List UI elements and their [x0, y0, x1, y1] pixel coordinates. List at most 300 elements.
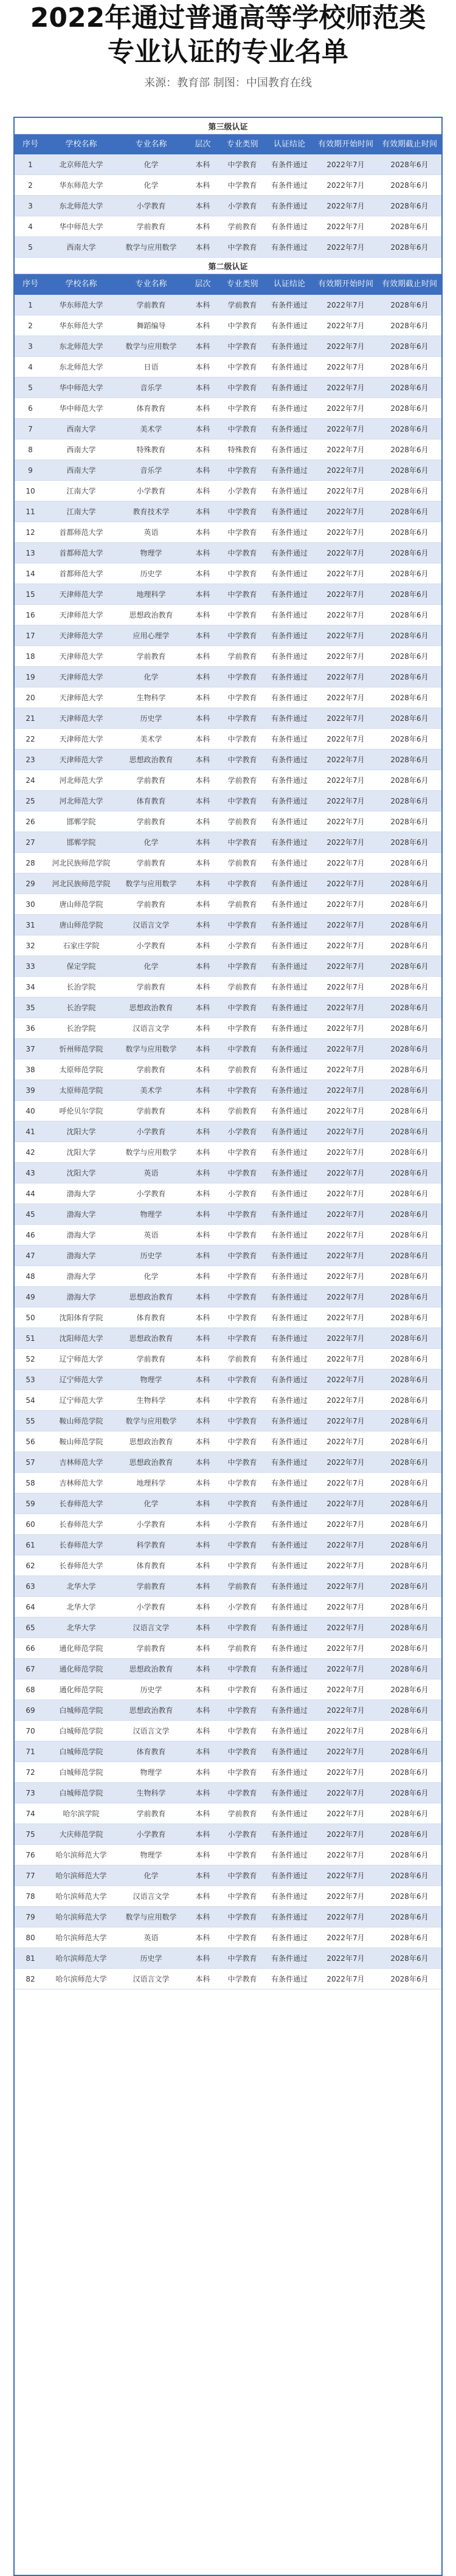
cell-end: 2028年6月 — [378, 1204, 441, 1225]
cell-school: 白城师范学院 — [46, 1721, 116, 1741]
cell-major: 小学教育 — [116, 481, 186, 501]
cell-school: 天津师范大学 — [46, 708, 116, 729]
cell-school: 天津师范大学 — [46, 646, 116, 667]
cell-start: 2022年7月 — [314, 1576, 378, 1597]
cell-category: 中学教育 — [219, 1039, 265, 1059]
cell-end: 2028年6月 — [378, 1803, 441, 1824]
cell-result: 有条件通过 — [265, 1142, 314, 1163]
cell-no: 3 — [15, 336, 46, 357]
cell-end: 2028年6月 — [378, 1328, 441, 1349]
cell-end: 2028年6月 — [378, 154, 441, 175]
cell-major: 化学 — [116, 667, 186, 687]
cell-level: 本科 — [186, 832, 219, 853]
cell-school: 沈阳大学 — [46, 1142, 116, 1163]
cell-start: 2022年7月 — [314, 1638, 378, 1659]
cell-level: 本科 — [186, 1721, 219, 1741]
cell-school: 河北师范大学 — [46, 770, 116, 791]
cell-level: 本科 — [186, 1473, 219, 1493]
cell-end: 2028年6月 — [378, 791, 441, 811]
cell-major: 思想政治教育 — [116, 749, 186, 770]
cell-start: 2022年7月 — [314, 1369, 378, 1390]
cell-no: 20 — [15, 687, 46, 708]
cell-start: 2022年7月 — [314, 811, 378, 832]
cell-school: 华中师范大学 — [46, 377, 116, 398]
cell-major: 学前教育 — [116, 1803, 186, 1824]
cell-level: 本科 — [186, 1741, 219, 1762]
cell-no: 38 — [15, 1059, 46, 1080]
cell-school: 邯郸学院 — [46, 832, 116, 853]
cell-level: 本科 — [186, 935, 219, 956]
cell-start: 2022年7月 — [314, 605, 378, 625]
cell-result: 有条件通过 — [265, 1287, 314, 1307]
cell-major: 体育教育 — [116, 398, 186, 419]
table-row — [15, 1266, 441, 1287]
cell-category: 中学教育 — [219, 1741, 265, 1762]
cell-level: 本科 — [186, 1865, 219, 1886]
cell-category: 中学教育 — [219, 1431, 265, 1452]
cell-level: 本科 — [186, 1845, 219, 1865]
table-row — [15, 1039, 441, 1059]
cell-major: 汉语言文学 — [116, 1018, 186, 1039]
cell-result: 有条件通过 — [265, 543, 314, 563]
cell-level: 本科 — [186, 1886, 219, 1907]
cell-level: 本科 — [186, 1266, 219, 1287]
cell-start: 2022年7月 — [314, 237, 378, 258]
cell-no: 39 — [15, 1080, 46, 1101]
cell-category: 学前教育 — [219, 646, 265, 667]
cell-major: 思想政治教育 — [116, 605, 186, 625]
cell-no: 43 — [15, 1163, 46, 1183]
cell-end: 2028年6月 — [378, 625, 441, 646]
cell-category: 中学教育 — [219, 1783, 265, 1803]
cell-end: 2028年6月 — [378, 708, 441, 729]
cell-end: 2028年6月 — [378, 873, 441, 894]
cell-start: 2022年7月 — [314, 1080, 378, 1101]
table-row — [15, 791, 441, 811]
table-row — [15, 543, 441, 563]
cell-school: 华东师范大学 — [46, 295, 116, 315]
cell-category: 中学教育 — [219, 1328, 265, 1349]
table-row — [15, 1803, 441, 1824]
table-row — [15, 1783, 441, 1803]
cell-end: 2028年6月 — [378, 460, 441, 481]
cell-start: 2022年7月 — [314, 1783, 378, 1803]
cell-start: 2022年7月 — [314, 1204, 378, 1225]
cell-result: 有条件通过 — [265, 1721, 314, 1741]
cell-result: 有条件通过 — [265, 1183, 314, 1204]
cell-major: 学前教育 — [116, 770, 186, 791]
cell-end: 2028年6月 — [378, 1659, 441, 1679]
cell-start: 2022年7月 — [314, 377, 378, 398]
cell-category: 中学教育 — [219, 1617, 265, 1638]
cell-category: 中学教育 — [219, 501, 265, 522]
cell-school: 天津师范大学 — [46, 625, 116, 646]
table-panel — [13, 117, 443, 2576]
cell-category: 学前教育 — [219, 811, 265, 832]
cell-result: 有条件通过 — [265, 1059, 314, 1080]
cell-result: 有条件通过 — [265, 1638, 314, 1659]
cell-result: 有条件通过 — [265, 1597, 314, 1617]
cell-major: 舞蹈编导 — [116, 315, 186, 336]
cell-no: 8 — [15, 439, 46, 460]
cell-school: 呼伦贝尔学院 — [46, 1101, 116, 1121]
cell-end: 2028年6月 — [378, 1700, 441, 1721]
cell-start: 2022年7月 — [314, 336, 378, 357]
cell-category: 中学教育 — [219, 1969, 265, 1989]
cell-level: 本科 — [186, 1411, 219, 1431]
column-header: 序号 — [15, 134, 46, 155]
table-row — [15, 646, 441, 667]
table-row — [15, 1163, 441, 1183]
cell-start: 2022年7月 — [314, 1741, 378, 1762]
cell-no: 73 — [15, 1783, 46, 1803]
cell-start: 2022年7月 — [314, 873, 378, 894]
cell-no: 46 — [15, 1225, 46, 1245]
cell-school: 通化师范学院 — [46, 1659, 116, 1679]
cell-level: 本科 — [186, 1803, 219, 1824]
cell-result: 有条件通过 — [265, 1783, 314, 1803]
cell-result: 有条件通过 — [265, 1514, 314, 1535]
cell-end: 2028年6月 — [378, 1762, 441, 1783]
cell-result: 有条件通过 — [265, 1741, 314, 1762]
table-row — [15, 935, 441, 956]
cell-category: 中学教育 — [219, 460, 265, 481]
cell-category: 中学教育 — [219, 832, 265, 853]
cell-major: 数学与应用数学 — [116, 237, 186, 258]
cell-result: 有条件通过 — [265, 295, 314, 315]
cell-end: 2028年6月 — [378, 832, 441, 853]
cell-no: 17 — [15, 625, 46, 646]
cell-result: 有条件通过 — [265, 1307, 314, 1328]
table-row — [15, 770, 441, 791]
cell-end: 2028年6月 — [378, 237, 441, 258]
cell-level: 本科 — [186, 687, 219, 708]
cell-no: 68 — [15, 1679, 46, 1700]
table-row — [15, 811, 441, 832]
table-row — [15, 1452, 441, 1473]
cell-major: 数学与应用数学 — [116, 1411, 186, 1431]
cell-result: 有条件通过 — [265, 1535, 314, 1555]
cell-school: 忻州师范学院 — [46, 1039, 116, 1059]
cell-start: 2022年7月 — [314, 729, 378, 749]
cell-major: 历史学 — [116, 1245, 186, 1266]
cell-start: 2022年7月 — [314, 667, 378, 687]
cell-level: 本科 — [186, 1390, 219, 1411]
cell-end: 2028年6月 — [378, 1741, 441, 1762]
cell-school: 渤海大学 — [46, 1204, 116, 1225]
cell-start: 2022年7月 — [314, 832, 378, 853]
cell-end: 2028年6月 — [378, 481, 441, 501]
cell-major: 小学教育 — [116, 1183, 186, 1204]
table-row — [15, 1824, 441, 1845]
cell-level: 本科 — [186, 729, 219, 749]
table-row — [15, 1927, 441, 1948]
cell-no: 11 — [15, 501, 46, 522]
cell-major: 体育教育 — [116, 1555, 186, 1576]
cell-school: 通化师范学院 — [46, 1638, 116, 1659]
cell-start: 2022年7月 — [314, 1597, 378, 1617]
cell-major: 数学与应用数学 — [116, 1142, 186, 1163]
cell-end: 2028年6月 — [378, 1059, 441, 1080]
cell-result: 有条件通过 — [265, 1039, 314, 1059]
header-row — [15, 134, 441, 155]
cell-category: 中学教育 — [219, 1845, 265, 1865]
cell-school: 渤海大学 — [46, 1183, 116, 1204]
cell-start: 2022年7月 — [314, 1059, 378, 1080]
table-row — [15, 1349, 441, 1369]
cell-start: 2022年7月 — [314, 563, 378, 584]
table-row — [15, 625, 441, 646]
cell-start: 2022年7月 — [314, 398, 378, 419]
cell-major: 汉语言文学 — [116, 1886, 186, 1907]
cell-level: 本科 — [186, 1225, 219, 1245]
table-row — [15, 1535, 441, 1555]
cell-category: 中学教育 — [219, 1762, 265, 1783]
cell-no: 5 — [15, 237, 46, 258]
cell-no: 72 — [15, 1762, 46, 1783]
cell-category: 小学教育 — [219, 1514, 265, 1535]
table-row — [15, 584, 441, 605]
cell-start: 2022年7月 — [314, 687, 378, 708]
cell-start: 2022年7月 — [314, 625, 378, 646]
cell-category: 学前教育 — [219, 1638, 265, 1659]
cell-end: 2028年6月 — [378, 1245, 441, 1266]
cell-level: 本科 — [186, 460, 219, 481]
cell-school: 白城师范学院 — [46, 1700, 116, 1721]
cell-category: 中学教育 — [219, 1721, 265, 1741]
cell-school: 渤海大学 — [46, 1287, 116, 1307]
cell-level: 本科 — [186, 1059, 219, 1080]
cell-major: 思想政治教育 — [116, 1431, 186, 1452]
column-header: 有效期截止时间 — [378, 274, 441, 295]
cell-result: 有条件通过 — [265, 563, 314, 584]
cell-result: 有条件通过 — [265, 832, 314, 853]
cell-start: 2022年7月 — [314, 894, 378, 915]
cell-start: 2022年7月 — [314, 1700, 378, 1721]
column-header: 专业名称 — [116, 134, 186, 155]
cell-no: 60 — [15, 1514, 46, 1535]
cell-start: 2022年7月 — [314, 1927, 378, 1948]
table-row — [15, 1659, 441, 1679]
cell-result: 有条件通过 — [265, 708, 314, 729]
cell-level: 本科 — [186, 1514, 219, 1535]
table-row — [15, 687, 441, 708]
cell-school: 渤海大学 — [46, 1245, 116, 1266]
cell-end: 2028年6月 — [378, 749, 441, 770]
cell-category: 中学教育 — [219, 1535, 265, 1555]
cell-result: 有条件通过 — [265, 1493, 314, 1514]
cell-category: 小学教育 — [219, 1183, 265, 1204]
cell-major: 化学 — [116, 1865, 186, 1886]
cell-major: 生物科学 — [116, 1783, 186, 1803]
cell-start: 2022年7月 — [314, 1101, 378, 1121]
cell-end: 2028年6月 — [378, 357, 441, 377]
cell-category: 学前教育 — [219, 295, 265, 315]
cell-start: 2022年7月 — [314, 1659, 378, 1679]
cell-start: 2022年7月 — [314, 154, 378, 175]
cell-no: 35 — [15, 997, 46, 1018]
cell-start: 2022年7月 — [314, 439, 378, 460]
cell-major: 物理学 — [116, 1762, 186, 1783]
cell-end: 2028年6月 — [378, 563, 441, 584]
cell-end: 2028年6月 — [378, 646, 441, 667]
cell-category: 中学教育 — [219, 154, 265, 175]
cell-end: 2028年6月 — [378, 1225, 441, 1245]
cell-end: 2028年6月 — [378, 1493, 441, 1514]
cell-end: 2028年6月 — [378, 1452, 441, 1473]
cell-end: 2028年6月 — [378, 1514, 441, 1535]
cell-major: 学前教育 — [116, 853, 186, 873]
cell-major: 英语 — [116, 1163, 186, 1183]
cell-level: 本科 — [186, 216, 219, 237]
cell-school: 河北民族师范学院 — [46, 873, 116, 894]
cell-no: 54 — [15, 1390, 46, 1411]
cell-result: 有条件通过 — [265, 216, 314, 237]
table-row — [15, 1183, 441, 1204]
cell-start: 2022年7月 — [314, 1535, 378, 1555]
cell-school: 天津师范大学 — [46, 667, 116, 687]
table-row — [15, 1969, 441, 1989]
cell-school: 河北师范大学 — [46, 791, 116, 811]
cell-result: 有条件通过 — [265, 175, 314, 196]
cell-no: 77 — [15, 1865, 46, 1886]
cell-level: 本科 — [186, 154, 219, 175]
cell-level: 本科 — [186, 1927, 219, 1948]
cell-major: 历史学 — [116, 1948, 186, 1969]
cell-end: 2028年6月 — [378, 1266, 441, 1287]
cell-major: 物理学 — [116, 1369, 186, 1390]
cell-school: 华中师范大学 — [46, 398, 116, 419]
cell-result: 有条件通过 — [265, 1390, 314, 1411]
cell-level: 本科 — [186, 419, 219, 439]
table-row — [15, 1700, 441, 1721]
cell-category: 中学教育 — [219, 1555, 265, 1576]
cell-major: 美术学 — [116, 419, 186, 439]
cell-major: 学前教育 — [116, 646, 186, 667]
cell-level: 本科 — [186, 749, 219, 770]
cell-level: 本科 — [186, 1638, 219, 1659]
cell-end: 2028年6月 — [378, 1349, 441, 1369]
cell-major: 学前教育 — [116, 1101, 186, 1121]
cell-school: 通化师范学院 — [46, 1679, 116, 1700]
cell-major: 体育教育 — [116, 1741, 186, 1762]
cell-major: 美术学 — [116, 729, 186, 749]
table-row — [15, 1865, 441, 1886]
cell-no: 81 — [15, 1948, 46, 1969]
cell-end: 2028年6月 — [378, 1721, 441, 1741]
cell-result: 有条件通过 — [265, 1121, 314, 1142]
table-row — [15, 997, 441, 1018]
cell-category: 中学教育 — [219, 667, 265, 687]
section-title-row — [15, 118, 441, 134]
cell-result: 有条件通过 — [265, 501, 314, 522]
cell-start: 2022年7月 — [314, 1865, 378, 1886]
cell-school: 保定学院 — [46, 956, 116, 977]
cell-result: 有条件通过 — [265, 811, 314, 832]
cell-level: 本科 — [186, 522, 219, 543]
cell-category: 学前教育 — [219, 853, 265, 873]
cell-start: 2022年7月 — [314, 915, 378, 935]
cell-result: 有条件通过 — [265, 977, 314, 997]
cell-school: 华东师范大学 — [46, 315, 116, 336]
cell-category: 中学教育 — [219, 315, 265, 336]
cell-category: 中学教育 — [219, 1452, 265, 1473]
cell-major: 思想政治教育 — [116, 1328, 186, 1349]
cell-major: 小学教育 — [116, 935, 186, 956]
cell-no: 1 — [15, 295, 46, 315]
cell-major: 英语 — [116, 522, 186, 543]
cell-start: 2022年7月 — [314, 1328, 378, 1349]
table-row — [15, 1555, 441, 1576]
cell-result: 有条件通过 — [265, 1452, 314, 1473]
cell-school: 哈尔滨师范大学 — [46, 1948, 116, 1969]
cell-major: 思想政治教育 — [116, 1287, 186, 1307]
cell-start: 2022年7月 — [314, 935, 378, 956]
cell-start: 2022年7月 — [314, 1907, 378, 1927]
cell-category: 中学教育 — [219, 419, 265, 439]
cell-level: 本科 — [186, 1163, 219, 1183]
cell-level: 本科 — [186, 1824, 219, 1845]
cell-level: 本科 — [186, 1969, 219, 1989]
cell-major: 学前教育 — [116, 295, 186, 315]
cell-no: 3 — [15, 196, 46, 216]
column-header: 认证结论 — [265, 274, 314, 295]
table-row — [15, 1080, 441, 1101]
cell-major: 小学教育 — [116, 1597, 186, 1617]
cell-no: 4 — [15, 357, 46, 377]
table-row — [15, 1369, 441, 1390]
cell-result: 有条件通过 — [265, 873, 314, 894]
table-row — [15, 398, 441, 419]
cell-result: 有条件通过 — [265, 1555, 314, 1576]
cell-start: 2022年7月 — [314, 481, 378, 501]
cell-major: 应用心理学 — [116, 625, 186, 646]
table-row — [15, 419, 441, 439]
cell-level: 本科 — [186, 894, 219, 915]
cell-level: 本科 — [186, 1307, 219, 1328]
cell-end: 2028年6月 — [378, 853, 441, 873]
cell-level: 本科 — [186, 357, 219, 377]
cell-category: 中学教育 — [219, 687, 265, 708]
cell-end: 2028年6月 — [378, 687, 441, 708]
cell-end: 2028年6月 — [378, 315, 441, 336]
cell-start: 2022年7月 — [314, 1679, 378, 1700]
cell-result: 有条件通过 — [265, 315, 314, 336]
cell-end: 2028年6月 — [378, 1783, 441, 1803]
cell-no: 26 — [15, 811, 46, 832]
cell-major: 思想政治教育 — [116, 1452, 186, 1473]
cell-no: 79 — [15, 1907, 46, 1927]
cell-major: 数学与应用数学 — [116, 873, 186, 894]
cell-major: 小学教育 — [116, 196, 186, 216]
table-row — [15, 439, 441, 460]
table-row — [15, 1018, 441, 1039]
cell-major: 美术学 — [116, 1080, 186, 1101]
table-row — [15, 1390, 441, 1411]
cell-result: 有条件通过 — [265, 956, 314, 977]
cell-no: 80 — [15, 1927, 46, 1948]
cell-no: 18 — [15, 646, 46, 667]
cell-category: 中学教育 — [219, 1411, 265, 1431]
cell-end: 2028年6月 — [378, 543, 441, 563]
cell-result: 有条件通过 — [265, 791, 314, 811]
cell-no: 33 — [15, 956, 46, 977]
cell-start: 2022年7月 — [314, 1266, 378, 1287]
cell-no: 64 — [15, 1597, 46, 1617]
table-row — [15, 481, 441, 501]
cell-major: 化学 — [116, 1266, 186, 1287]
table-row — [15, 1493, 441, 1514]
